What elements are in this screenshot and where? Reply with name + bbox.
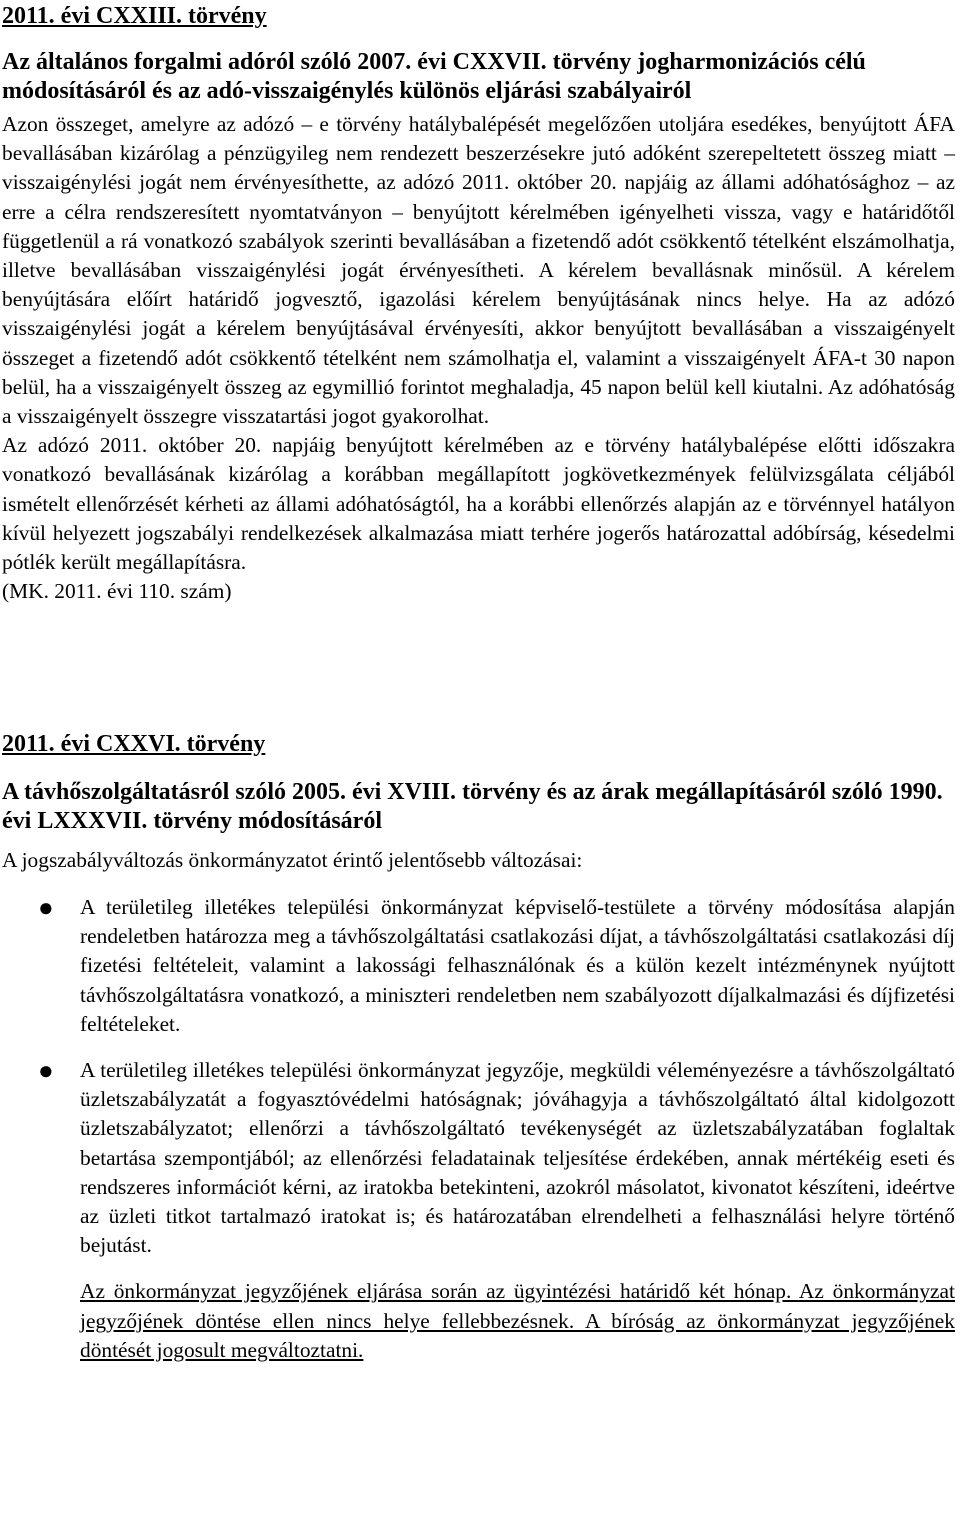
list-item <box>38 893 955 1039</box>
gazette-reference-1: (MK. 2011. évi 110. szám) <box>2 579 232 604</box>
bullet-dot-icon: ● <box>38 1056 54 1086</box>
section-2-intro: A jogszabályváltozás önkormányzatot érintő jelentősebb változásai: <box>2 848 583 872</box>
bullet-list <box>38 893 955 1382</box>
bullet-text-2: A területileg illetékes települési önkormányzat jegyzője, megküldi véleményezésre a távhőszolgáltató üzletszabályzatát a fogyasztóvédelmi hatóságnak; jóváhagyja a távhőszolgáltató által kidolgozott üzletszabályzatot; ellenőrzi a távhőszolgáltató tevékenységét az üzletszabályzatában foglaltak betartása szempontjából; az ellenőrzési feladatainak teljesítése érdekében, annak mértékéig eseti és rendszeres információt kérni, az iratokba betekinteni, azokról másolatot, kivonatot készíteni, ideértve az üzleti titkot tartalmazó iratokat is; és határozatában elrendelheti a felhasználási helyre történő bejutást. <box>80 1058 955 1258</box>
law-subtitle-2: A távhőszolgáltatásról szóló 2005. évi XVIII. törvény és az árak megállapításáról szóló 1990. évi LXXXVII. törvény módosításáról <box>2 779 943 834</box>
bullet-2-procedure-note: Az önkormányzat jegyzőjének eljárása során az ügyintézési határidő két hónap. Az önkormányzat jegyzőjének döntése ellen nincs helye fellebbezésnek. A bíróság az önkormányzat jegyzőjének döntését jogosult megváltoztatni. <box>80 1279 955 1362</box>
section-2 <box>2 778 955 875</box>
law-heading-1: 2011. évi CXXIII. törvény <box>2 3 267 29</box>
section-1 <box>2 48 955 606</box>
section-1-paragraph-1: Azon összeget, amelyre az adózó – e törvény hatálybalépését megelőzően utoljára esedékes, benyújtott ÁFA bevallásában kizárólag a pénzügyileg nem rendezett beszerzésekre jutó adóként szerepeltetett összeg miatt – visszaigénylési jogát nem érvényesíthette, az adózó 2011. október 20. napjáig az állami adóhatósághoz – az erre a célra rendszeresített nyomtatványon – benyújtott kérelmében igényelheti vissza, vagy e határidőtől függetlenül a rá vonatkozó szabályok szerinti bevallásában a fizetendő adót csökkentő tételként elszámolhatja, illetve bevallásában visszaigénylési jogát érvényesítheti. A kérelem bevallásnak minősül. A kérelem benyújtására előírt határidő jogvesztő, igazolási kérelem benyújtásának nincs helye. Ha az adózó visszaigénylési jogát a kérelem benyújtásával érvényesíti, akkor benyújtott bevallásában a visszaigényelt összeget a fizetendő adót csökkentő tételként nem számolhatja el, valamint a visszaigényelt ÁFA-t 30 napon belül, ha a visszaigényelt összeg az egymillió forintot meghaladja, 45 napon belül kell kiutalni. Az adóhatóság a visszaigényelt összegre visszatartási jogot gyakorolhat. <box>2 112 955 429</box>
law-heading-2: 2011. évi CXXVI. törvény <box>2 731 266 757</box>
law-subtitle-1: Az általános forgalmi adóról szóló 2007. évi CXXVII. törvény jogharmonizációs célú módosításáról és az adó-visszaigénylés különös eljárási szabályairól <box>2 49 866 104</box>
section-1-paragraph-2: Az adózó 2011. október 20. napjáig benyújtott kérelmében az e törvény hatálybalépése előtti időszakra vonatkozó bevallásának kizárólag a korábban megállapított jogkövetkezmények felülvizsgálata céljából ismételt ellenőrzését kérheti az állami adóhatóságtól, ha a korábbi ellenőrzés alapján az e törvénnyel hatályon kívül helyezett jogszabályi rendelkezések alkalmazása miatt terhére jogerős határozattal adóbírság, késedelmi pótlék került megállapításra. <box>2 433 955 575</box>
bullet-text-1: A területileg illetékes települési önkormányzat képviselő-testülete a törvény módosítása alapján rendeletben határozza meg a távhőszolgáltatási csatlakozási díjat, a távhőszolgáltatási csatlakozási díj fizetési feltételeit, valamint a lakossági felhasználónak és a külön kezelt intézménynek nyújtott távhőszolgáltatásra vonatkozó, a miniszteri rendeletben nem szabályozott díjalkalmazási és díjfizetési feltételeket. <box>80 895 955 1036</box>
list-item <box>38 1056 955 1365</box>
bullet-dot-icon: ● <box>38 893 54 922</box>
